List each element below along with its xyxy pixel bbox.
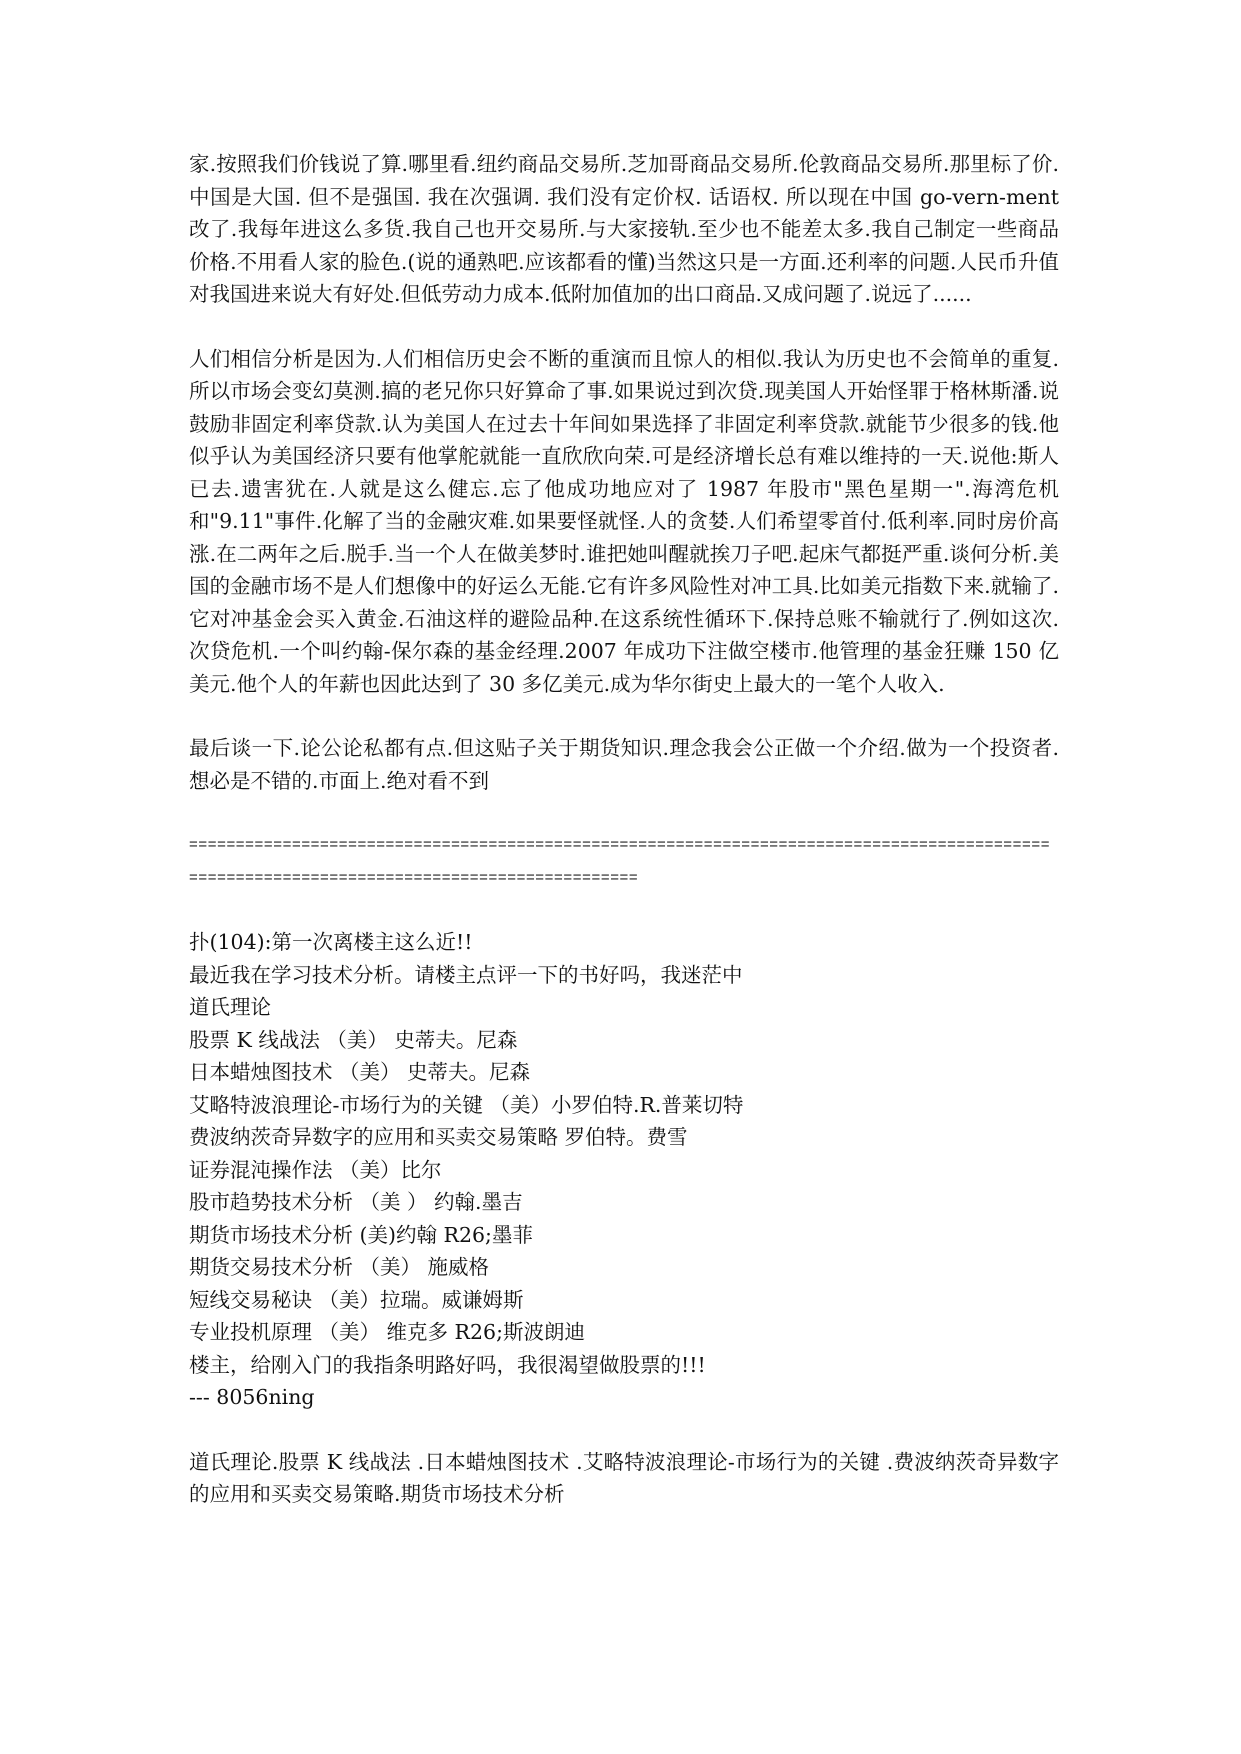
quote-line: 日本蜡烛图技术 （美） 史蒂夫。尼森 — [189, 1060, 531, 1084]
quote-signature: --- 8056ning — [189, 1385, 315, 1409]
paragraph-closing: 最后谈一下.论公论私都有点.但这贴子关于期货知识.理念我会公正做一个介绍.做为一个投资者.想必是不错的.市面上.绝对看不到 — [189, 736, 1059, 793]
quote-line: 扑(104):第一次离楼主这么近!! — [189, 930, 473, 954]
separator-line: ============================================================================================================================================ — [189, 836, 1051, 886]
paragraph-pricing-power: 家.按照我们价钱说了算.哪里看.纽约商品交易所.芝加哥商品交易所.伦敦商品交易所.那里标了价. 中国是大国. 但不是强国. 我在次强调. 我们没有定价权. 话语权. 所以现在中国 go-vern-ment 改了.我每年进这么多货.我自己也开交易所.与大家接轨.至少也不能差太多.我自己制定一些商品价格.不用看人家的脸色.(说的通熟吧.应该都看的懂)当然这只是一方面.还利率的问题.人民币升值对我国进来说大有好处.但低劳动力成本.低附加值加的出口商品.又成问题了.说远了...... — [189, 152, 1059, 306]
quote-line: 费波纳茨奇异数字的应用和买卖交易策略 罗伯特。费雪 — [189, 1125, 688, 1149]
quote-line: 艾略特波浪理论-市场行为的关键 （美）小罗伯特.R.普莱切特 — [189, 1092, 744, 1117]
quote-line: 楼主，给刚入门的我指条明路好吗，我很渴望做股票的!!! — [189, 1352, 706, 1377]
quote-line: 专业投机原理 （美） 维克多 R26;斯波朗迪 — [189, 1320, 585, 1344]
quote-line: 期货交易技术分析 （美） 施威格 — [189, 1255, 490, 1279]
quote-line: 最近我在学习技术分析。请楼主点评一下的书好吗，我迷茫中 — [189, 962, 743, 987]
quote-line: 道氏理论 — [189, 995, 271, 1019]
quote-line: 证券混沌操作法 （美）比尔 — [189, 1157, 442, 1182]
paragraph-analysis-history: 人们相信分析是因为.人们相信历史会不断的重演而且惊人的相似.我认为历史也不会简单的重复.所以市场会变幻莫测.搞的老兄你只好算命了事.如果说过到次贷.现美国人开始怪罪于格林斯潘.说鼓励非固定利率贷款.认为美国人在过去十年间如果选择了非固定利率贷款.就能节少很多的钱.他似乎认为美国经济只要有他掌舵就能一直欣欣向荣.可是经济增长总有难以维持的一天.说他:斯人已去.遗害犹在.人就是这么健忘.忘了他成功地应对了 1987 年股市"黑色星期一".海湾危机和"9.11"事件.化解了当的金融灾难.如果要怪就怪.人的贪婪.人们希望零首付.低利率.同时房价高涨.在二两年之后.脱手.当一个人在做美梦时.谁把她叫醒就挨刀子吧.起床气都挺严重.谈何分析.美国的金融市场不是人们想像中的好运么无能.它有许多风险性对冲工具.比如美元指数下来.就输了.它对冲基金会买入黄金.石油这样的避险品种.在这系统性循环下.保持总账不输就行了.例如这次.次贷危机.一个叫约翰-保尔森的基金经理.2007 年成功下注做空楼市.他管理的基金狂赚 150 亿美元.他个人的年薪也因此达到了 30 多亿美元.成为华尔街史上最大的一笔个人收入. — [189, 346, 1059, 696]
quote-line: 短线交易秘诀 （美）拉瑞。威谦姆斯 — [189, 1287, 524, 1312]
quote-line: 期货市场技术分析 (美)约翰 R26;墨菲 — [189, 1222, 533, 1247]
quote-line: 股票 K 线战法 （美） 史蒂夫。尼森 — [189, 1027, 518, 1052]
quoted-question — [189, 926, 1059, 1414]
quote-line: 股市趋势技术分析 （美 ） 约翰.墨吉 — [189, 1190, 523, 1214]
paragraph-reply: 道氏理论.股票 K 线战法 .日本蜡烛图技术 .艾略特波浪理论-市场行为的关键 .费波纳茨奇异数字的应用和买卖交易策略.期货市场技术分析 — [189, 1449, 1059, 1506]
document-body — [189, 148, 1059, 1543]
